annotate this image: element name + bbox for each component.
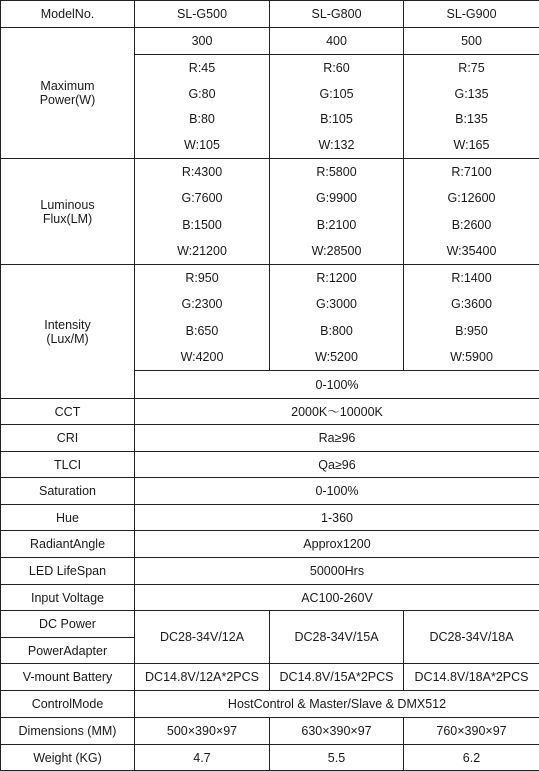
luminous-rgbw-cell <box>135 159 270 265</box>
dimensions-value: 630×390×97 <box>270 718 404 745</box>
luminous-b: B:2600 <box>404 218 539 232</box>
intensity-row <box>1 265 539 371</box>
max-power-w: W:132 <box>270 138 403 152</box>
max-power-w: W:105 <box>135 138 269 152</box>
luminous-label-line1: Luminous <box>40 198 94 212</box>
tlci-label: TLCI <box>1 452 135 478</box>
intensity-rgbw-cell <box>404 265 539 371</box>
radiant-angle-label: RadiantAngle <box>1 531 135 558</box>
header-row <box>1 1 539 28</box>
cct-row <box>1 399 539 425</box>
luminous-w: W:21200 <box>135 244 269 258</box>
max-power-r: R:75 <box>404 61 539 75</box>
max-power-b: B:80 <box>135 112 269 126</box>
max-power-b: B:105 <box>270 112 403 126</box>
intensity-rgbw-cell <box>270 265 404 371</box>
max-power-g: G:135 <box>404 87 539 101</box>
saturation-row <box>1 478 539 505</box>
max-power-label-line1: Maximum <box>40 79 94 93</box>
vmount-label: V-mount Battery <box>1 664 135 691</box>
weight-label: Weight (KG) <box>1 745 135 771</box>
dimming-value: 0-100% <box>135 371 539 399</box>
intensity-label <box>1 265 135 399</box>
intensity-rgbw-cell <box>135 265 270 371</box>
saturation-value: 0-100% <box>135 478 539 505</box>
max-power-g: G:105 <box>270 87 403 101</box>
weight-value: 5.5 <box>270 745 404 771</box>
luminous-g: G:7600 <box>135 191 269 205</box>
max-power-g: G:80 <box>135 87 269 101</box>
control-mode-label: ControlMode <box>1 691 135 718</box>
control-mode-row <box>1 691 539 718</box>
max-power-value: 400 <box>270 28 404 55</box>
intensity-label-line1: Intensity <box>44 318 91 332</box>
intensity-b: B:950 <box>404 324 539 338</box>
weight-row <box>1 745 539 771</box>
dc-power-value: DC28-34V/18A <box>404 611 539 664</box>
cct-label: CCT <box>1 399 135 425</box>
luminous-w: W:28500 <box>270 244 403 258</box>
max-power-b: B:135 <box>404 112 539 126</box>
intensity-w: W:5200 <box>270 350 403 364</box>
max-power-w: W:165 <box>404 138 539 152</box>
intensity-g: G:2300 <box>135 297 269 311</box>
luminous-g: G:9900 <box>270 191 403 205</box>
max-power-total-row <box>1 28 539 55</box>
dc-power-value: DC28-34V/15A <box>270 611 404 664</box>
luminous-rgbw-cell <box>270 159 404 265</box>
input-voltage-value: AC100-260V <box>135 585 539 611</box>
tlci-value: Qa≥96 <box>135 452 539 478</box>
dimensions-value: 500×390×97 <box>135 718 270 745</box>
max-power-label-line2: Power(W) <box>40 93 96 107</box>
max-power-r: R:60 <box>270 61 403 75</box>
intensity-w: W:4200 <box>135 350 269 364</box>
led-lifespan-row <box>1 558 539 585</box>
intensity-b: B:650 <box>135 324 269 338</box>
intensity-label-line2: (Lux/M) <box>46 332 88 346</box>
cct-value: 2000K～10000K <box>135 399 539 425</box>
dimensions-row <box>1 718 539 745</box>
dimensions-value: 760×390×97 <box>404 718 539 745</box>
led-lifespan-value: 50000Hrs <box>135 558 539 585</box>
luminous-flux-label <box>1 159 135 265</box>
saturation-label: Saturation <box>1 478 135 505</box>
luminous-b: B:2100 <box>270 218 403 232</box>
luminous-flux-row <box>1 159 539 265</box>
radiant-angle-row <box>1 531 539 558</box>
cri-row <box>1 425 539 452</box>
max-power-rgbw-cell <box>135 55 270 159</box>
cri-label: CRI <box>1 425 135 452</box>
max-power-value: 300 <box>135 28 270 55</box>
intensity-r: R:1200 <box>270 271 403 285</box>
radiant-angle-value: Approx1200 <box>135 531 539 558</box>
model-sl-g900: SL-G900 <box>404 1 539 28</box>
luminous-r: R:5800 <box>270 165 403 179</box>
intensity-r: R:1400 <box>404 271 539 285</box>
max-power-label <box>1 28 135 159</box>
model-label: ModelNo. <box>1 1 135 28</box>
weight-value: 4.7 <box>135 745 270 771</box>
dc-power-value: DC28-34V/12A <box>135 611 270 664</box>
input-voltage-row <box>1 585 539 611</box>
power-adapter-label: PowerAdapter <box>1 638 135 664</box>
hue-value: 1-360 <box>135 505 539 531</box>
luminous-label-line2: Flux(LM) <box>43 212 92 226</box>
luminous-rgbw-cell <box>404 159 539 265</box>
intensity-r: R:950 <box>135 271 269 285</box>
intensity-g: G:3000 <box>270 297 403 311</box>
luminous-g: G:12600 <box>404 191 539 205</box>
max-power-r: R:45 <box>135 61 269 75</box>
cri-value: Ra≥96 <box>135 425 539 452</box>
input-voltage-label: Input Voltage <box>1 585 135 611</box>
max-power-rgbw-cell <box>404 55 539 159</box>
max-power-rgbw-cell <box>270 55 404 159</box>
dc-power-label: DC Power <box>1 611 135 638</box>
luminous-b: B:1500 <box>135 218 269 232</box>
hue-label: Hue <box>1 505 135 531</box>
intensity-g: G:3600 <box>404 297 539 311</box>
vmount-value: DC14.8V/12A*2PCS <box>135 664 270 691</box>
control-mode-value: HostControl & Master/Slave & DMX512 <box>135 691 539 718</box>
tlci-row <box>1 452 539 478</box>
vmount-value: DC14.8V/15A*2PCS <box>270 664 404 691</box>
dimensions-label: Dimensions (MM) <box>1 718 135 745</box>
vmount-row <box>1 664 539 691</box>
max-power-value: 500 <box>404 28 539 55</box>
dc-power-row <box>1 611 539 638</box>
luminous-r: R:4300 <box>135 165 269 179</box>
led-lifespan-label: LED LifeSpan <box>1 558 135 585</box>
luminous-w: W:35400 <box>404 244 539 258</box>
luminous-r: R:7100 <box>404 165 539 179</box>
intensity-b: B:800 <box>270 324 403 338</box>
weight-value: 6.2 <box>404 745 539 771</box>
hue-row <box>1 505 539 531</box>
model-sl-g500: SL-G500 <box>135 1 270 28</box>
vmount-value: DC14.8V/18A*2PCS <box>404 664 539 691</box>
intensity-w: W:5900 <box>404 350 539 364</box>
model-sl-g800: SL-G800 <box>270 1 404 28</box>
